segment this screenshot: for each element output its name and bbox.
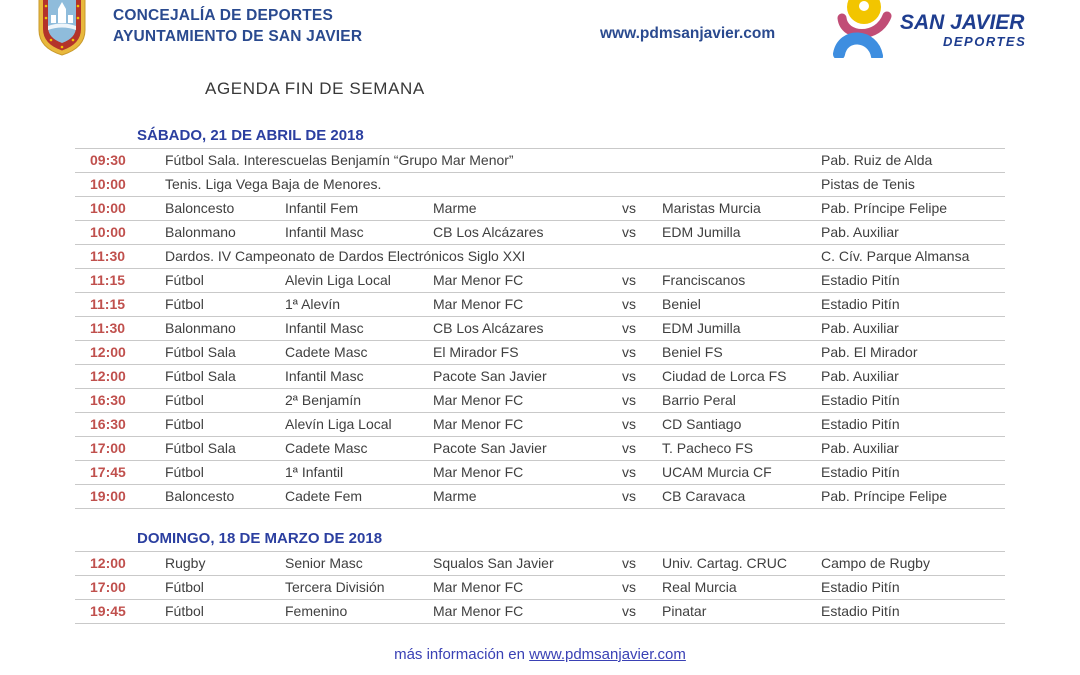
event-venue: C. Cív. Parque Almansa [821,248,970,264]
logo-subtitle: DEPORTES [943,34,1027,49]
event-venue: Pab. Auxiliar [821,440,899,456]
runner-figure-icon [839,0,887,56]
event-time: 11:30 [90,248,126,264]
event-row [75,600,1005,624]
away-team: Pinatar [662,603,707,619]
event-sport: Fútbol [165,272,204,288]
event-time: 10:00 [90,224,126,240]
schedule-table [75,124,1005,624]
event-time: 11:30 [90,320,126,336]
event-category: Cadete Fem [285,488,363,504]
home-team: Marme [433,488,477,504]
vs-label: vs [622,320,636,336]
vs-label: vs [622,603,636,619]
section-date-header: DOMINGO, 18 DE MARZO DE 2018 [137,530,383,547]
away-team: Maristas Murcia [662,200,761,216]
event-row [75,485,1005,509]
event-time: 11:15 [90,296,126,312]
away-team: CB Caravaca [662,488,746,504]
san-javier-deportes-logo [826,0,1036,58]
event-category: Infantil Fem [285,200,359,216]
event-category: Infantil Masc [285,368,364,384]
event-category: Tercera División [285,579,385,595]
vs-label: vs [622,392,636,408]
event-time: 19:45 [90,603,126,619]
away-team: Beniel FS [662,344,723,360]
event-sport: Fútbol [165,579,204,595]
vs-label: vs [622,272,636,288]
home-team: Pacote San Javier [433,440,547,456]
page-title: AGENDA FIN DE SEMANA [205,79,425,98]
event-time: 17:00 [90,440,126,456]
event-venue: Pab. Auxiliar [821,368,899,384]
event-time: 17:00 [90,579,126,595]
event-row [75,461,1005,485]
org-line-2: AYUNTAMIENTO DE SAN JAVIER [113,28,363,45]
event-row [75,293,1005,317]
logo-title: SAN JAVIER [900,11,1025,34]
vs-label: vs [622,440,636,456]
event-venue: Estadio Pitín [821,464,900,480]
vs-label: vs [622,200,636,216]
away-team: EDM Jumilla [662,320,741,336]
event-time: 10:00 [90,200,126,216]
event-row [75,197,1005,221]
event-category: 1ª Infantil [285,464,344,480]
event-sport: Fútbol [165,603,204,619]
event-row [75,245,1005,269]
event-venue: Pab. Auxiliar [821,224,899,240]
event-category: Senior Masc [285,555,363,571]
event-sport: Fútbol Sala [165,344,236,360]
event-row [75,221,1005,245]
event-venue: Pistas de Tenis [821,176,915,192]
event-venue: Campo de Rugby [821,555,930,571]
event-sport: Fútbol Sala [165,368,236,384]
home-team: Mar Menor FC [433,272,524,288]
day-section [75,124,1005,509]
home-team: Squalos San Javier [433,555,554,571]
away-team: Barrio Peral [662,392,736,408]
event-sport: Rugby [165,555,206,571]
event-sport: Fútbol [165,416,204,432]
event-time: 16:30 [90,392,126,408]
event-sport: Fútbol Sala. Interescuelas Benjamín “Grupo Mar Menor” [165,152,514,168]
home-team: Pacote San Javier [433,368,547,384]
vs-label: vs [622,296,636,312]
organization-name [113,5,362,47]
vs-label: vs [622,416,636,432]
event-venue: Estadio Pitín [821,579,900,595]
vs-label: vs [622,555,636,571]
event-sport: Fútbol Sala [165,440,236,456]
vs-label: vs [622,488,636,504]
event-sport: Balonmano [165,224,236,240]
home-team: El Mirador FS [433,344,519,360]
event-time: 19:00 [90,488,126,504]
event-row [75,389,1005,413]
home-team: Marme [433,200,477,216]
event-sport: Baloncesto [165,488,235,504]
away-team: Real Murcia [662,579,737,595]
footer-website-link[interactable]: www.pdmsanjavier.com [529,646,686,663]
vs-label: vs [622,368,636,384]
away-team: UCAM Murcia CF [662,464,772,480]
event-row [75,576,1005,600]
event-venue: Pab. Príncipe Felipe [821,200,948,216]
event-venue: Pab. Príncipe Felipe [821,488,948,504]
event-time: 09:30 [90,152,126,168]
event-venue: Pab. El Mirador [821,344,918,360]
event-sport: Baloncesto [165,200,235,216]
event-category: Femenino [285,603,348,619]
event-category: Cadete Masc [285,440,368,456]
event-time: 17:45 [90,464,126,480]
org-line-1: CONCEJALÍA DE DEPORTES [113,7,333,24]
event-category: Alevin Liga Local [285,272,391,288]
away-team: Franciscanos [662,272,746,288]
away-team: Ciudad de Lorca FS [662,368,787,384]
event-category: Cadete Masc [285,344,368,360]
event-sport: Dardos. IV Campeonato de Dardos Electrónicos Siglo XXI [165,248,526,264]
event-venue: Estadio Pitín [821,603,900,619]
event-sport: Fútbol [165,392,204,408]
event-row [75,341,1005,365]
home-team: Mar Menor FC [433,579,524,595]
event-row [75,365,1005,389]
event-row [75,437,1005,461]
event-venue: Estadio Pitín [821,296,900,312]
event-sport: Fútbol [165,464,204,480]
event-time: 10:00 [90,176,126,192]
away-team: Beniel [662,296,701,312]
event-time: 12:00 [90,344,126,360]
event-time: 12:00 [90,555,126,571]
event-row [75,413,1005,437]
event-time: 11:15 [90,272,126,288]
event-row [75,317,1005,341]
home-team: CB Los Alcázares [433,224,544,240]
home-team: Mar Menor FC [433,392,524,408]
event-venue: Pab. Auxiliar [821,320,899,336]
away-team: CD Santiago [662,416,742,432]
home-team: Mar Menor FC [433,464,524,480]
event-category: Infantil Masc [285,224,364,240]
event-sport: Balonmano [165,320,236,336]
event-row [75,173,1005,197]
home-team: Mar Menor FC [433,603,524,619]
event-venue: Estadio Pitín [821,272,900,288]
away-team: EDM Jumilla [662,224,741,240]
event-row [75,149,1005,173]
municipal-crest-icon [37,0,87,56]
footer [0,646,1080,663]
vs-label: vs [622,464,636,480]
event-row [75,552,1005,576]
event-sport: Tenis. Liga Vega Baja de Menores. [165,176,382,192]
section-date-header: SÁBADO, 21 DE ABRIL DE 2018 [137,127,364,144]
home-team: CB Los Alcázares [433,320,544,336]
header-website-url: www.pdmsanjavier.com [600,25,776,42]
event-category: 2ª Benjamín [285,392,362,408]
event-venue: Pab. Ruiz de Alda [821,152,933,168]
vs-label: vs [622,579,636,595]
event-venue: Estadio Pitín [821,416,900,432]
event-category: 1ª Alevín [285,296,340,312]
vs-label: vs [622,344,636,360]
event-row [75,269,1005,293]
event-time: 16:30 [90,416,126,432]
home-team: Mar Menor FC [433,416,524,432]
event-time: 12:00 [90,368,126,384]
away-team: T. Pacheco FS [662,440,754,456]
day-section [75,527,1005,624]
event-category: Alevín Liga Local [285,416,392,432]
vs-label: vs [622,224,636,240]
event-category: Infantil Masc [285,320,364,336]
event-venue: Estadio Pitín [821,392,900,408]
home-team: Mar Menor FC [433,296,524,312]
away-team: Univ. Cartag. CRUC [662,555,787,571]
event-sport: Fútbol [165,296,204,312]
footer-text: más información en [394,646,530,663]
